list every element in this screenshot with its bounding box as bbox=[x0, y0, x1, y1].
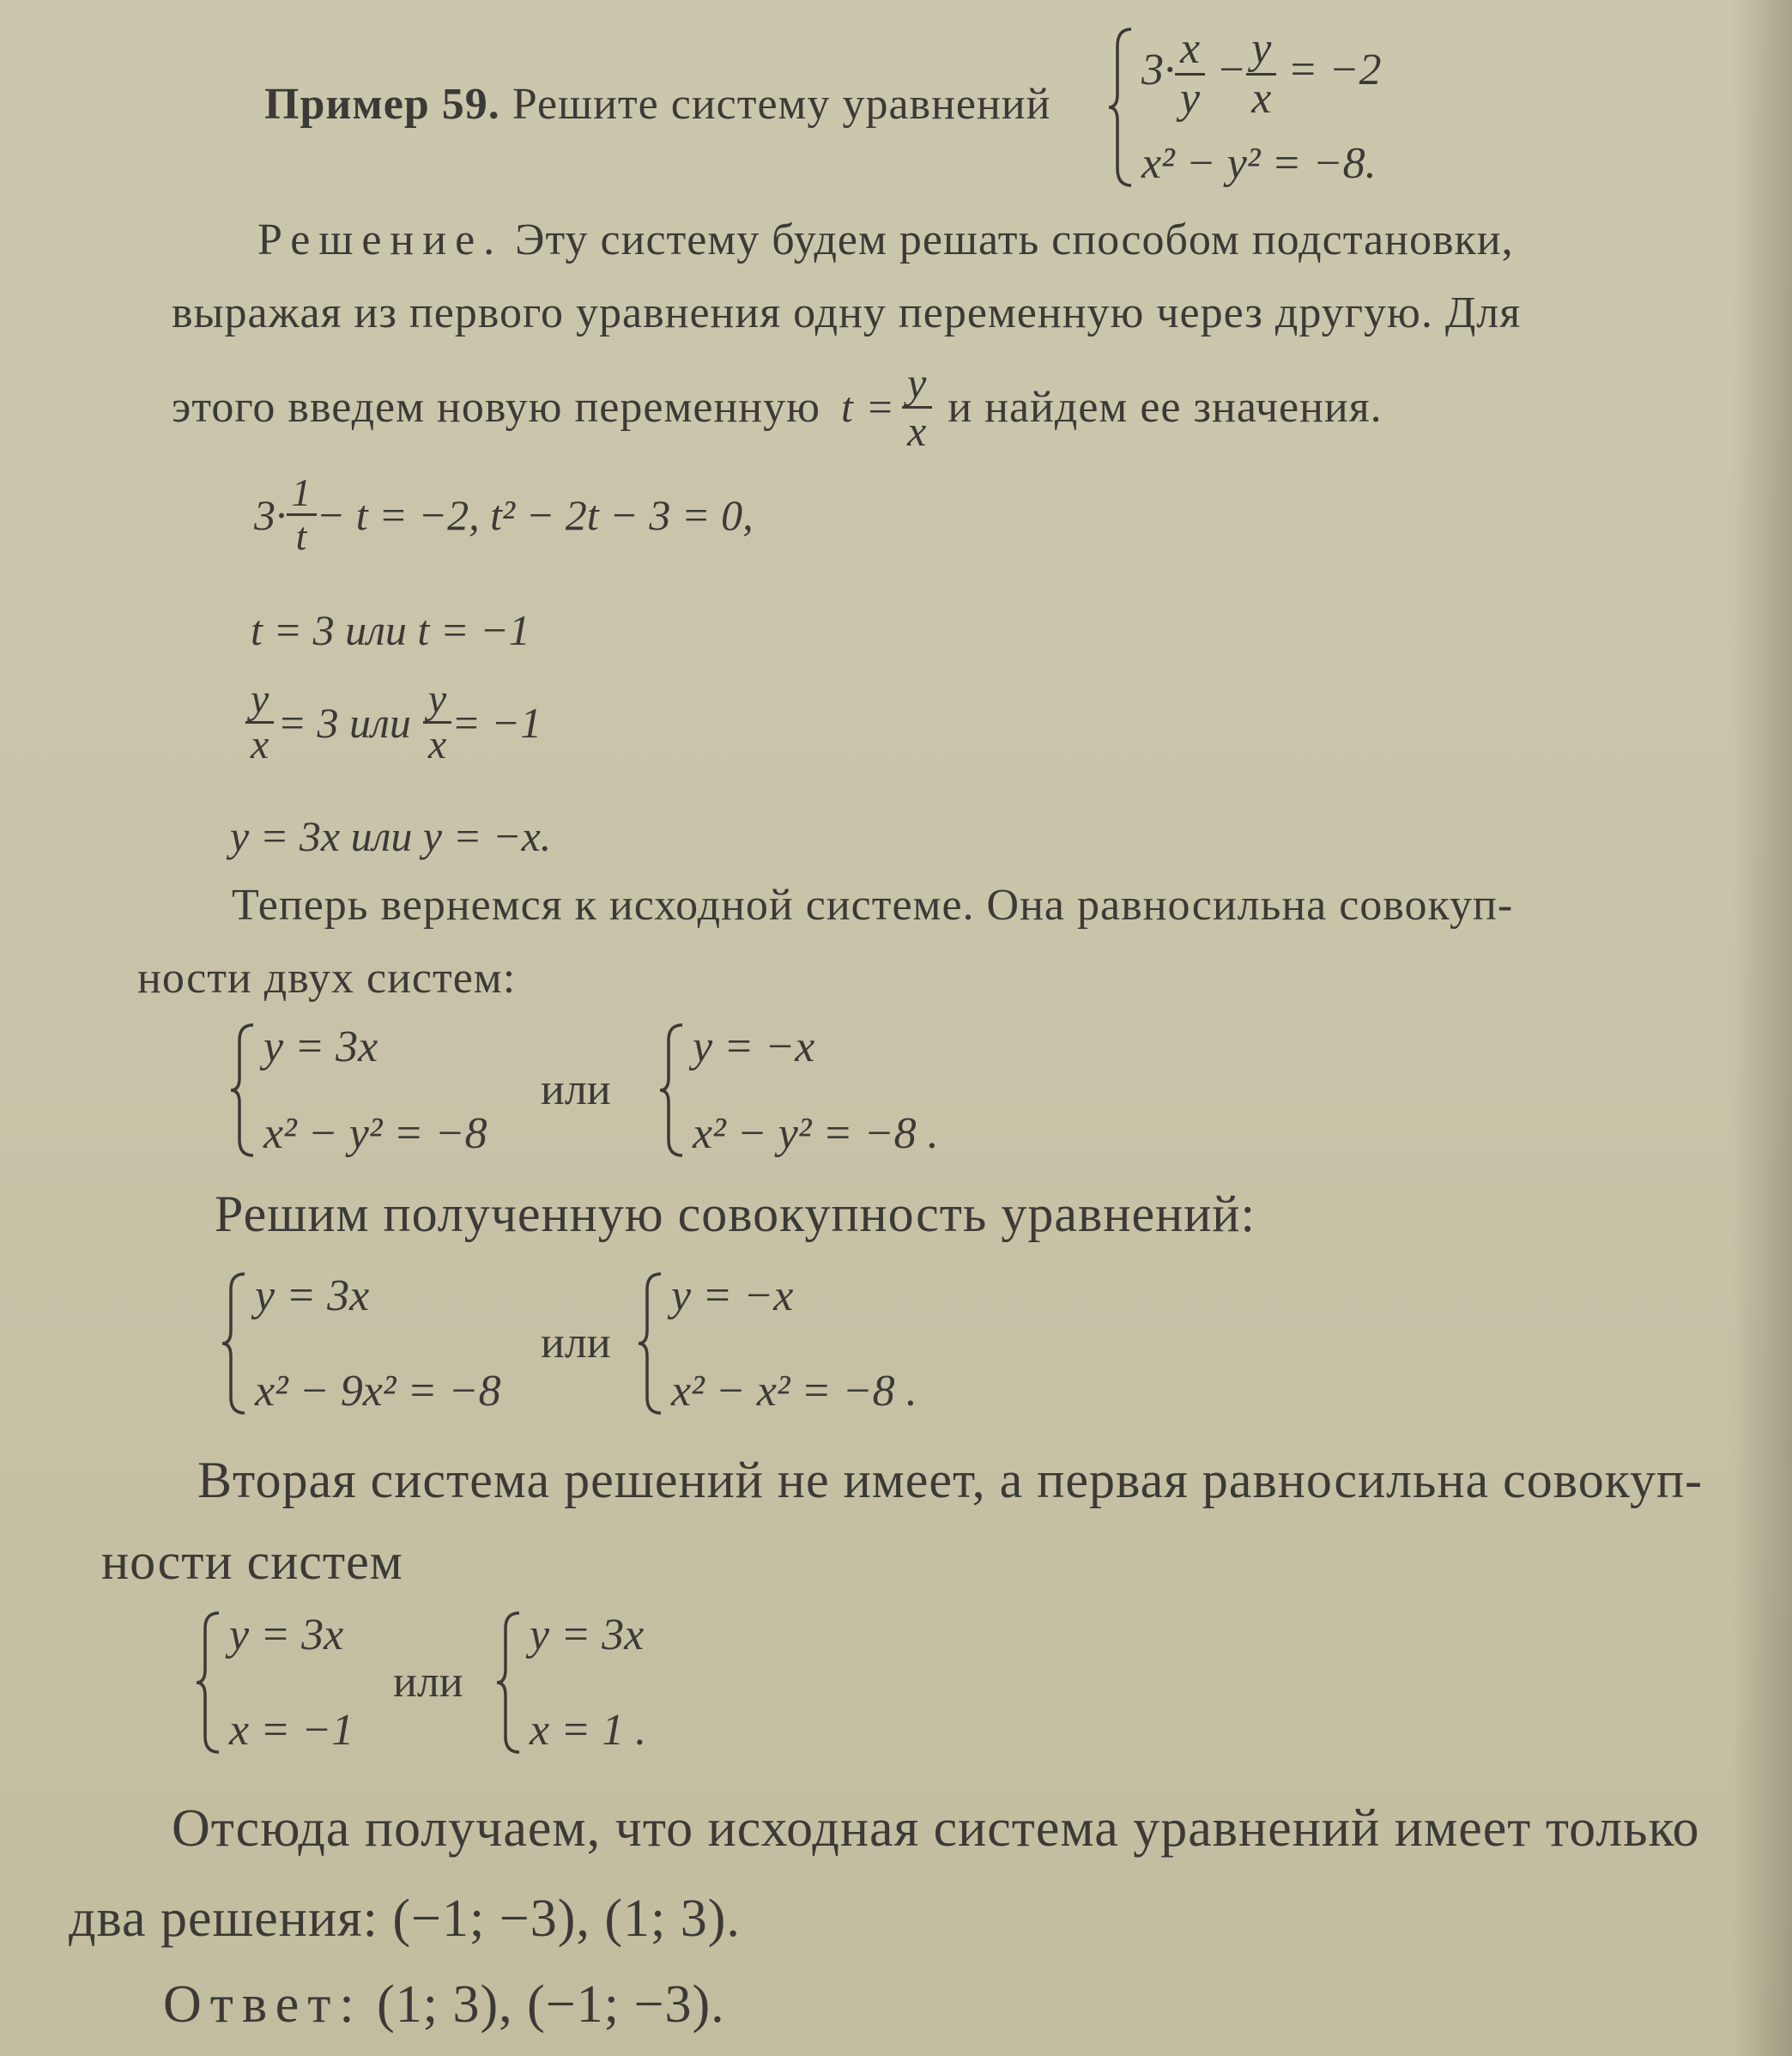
step-4: y = 3x или y = −x. bbox=[230, 812, 552, 860]
brace-icon bbox=[1105, 26, 1136, 189]
paragraph-2-line-1: Теперь вернемся к исходной системе. Она равносильна совокуп- bbox=[232, 881, 1514, 930]
paragraph-2-line-2: ности двух систем: bbox=[137, 954, 517, 1003]
solution-label: Решение. bbox=[257, 215, 504, 264]
brace-icon bbox=[493, 1610, 524, 1756]
paragraph-4-line-1: Вторая система решений не имеет, а первая равносильна совокуп- bbox=[197, 1452, 1704, 1508]
t-definition-fraction: $\frac{y}{x}$ bbox=[902, 361, 932, 453]
brace-icon bbox=[657, 1022, 687, 1159]
step-1: 3· $\frac{1}{t}$ − t = −2, t² − 2t − 3 = 0, bbox=[254, 470, 754, 559]
paragraph-5-line-2: два решения: (−1; −3), (1; 3). bbox=[69, 1889, 741, 1948]
page-edge-shadow bbox=[1732, 0, 1792, 2056]
header-eq1: 3· $\frac{x}{y}$ − $\frac{y}{x}$ = −2 bbox=[1141, 24, 1382, 123]
brace-icon bbox=[635, 1271, 666, 1416]
answer-value: (1; 3), (−1; −3). bbox=[377, 1975, 725, 2034]
example-instruction: Решите систему уравнений bbox=[512, 80, 1051, 129]
solution-paragraph-1-line-2: выражая из первого уравнения одну переменную через другую. Для bbox=[172, 288, 1522, 337]
step-3: $\frac{y}{x}$ = 3 или $\frac{y}{x}$ = −1 bbox=[245, 678, 542, 767]
paragraph-5-line-1: Отсюда получаем, что исходная система уравнений имеет только bbox=[172, 1799, 1700, 1858]
example-heading bbox=[264, 79, 1050, 130]
header-eq2: x² − y² = −8. bbox=[1141, 139, 1377, 188]
step-2: t = 3 или t = −1 bbox=[251, 606, 530, 654]
system-c2: y = 3x x = 1 . bbox=[493, 1610, 646, 1756]
system-a1: y = 3x x² − y² = −8 bbox=[227, 1022, 487, 1159]
or-label-c: или bbox=[393, 1658, 463, 1707]
example-title: Пример 59. bbox=[264, 80, 500, 129]
header-system bbox=[1105, 26, 1381, 189]
system-a2: y = −x x² − y² = −8 . bbox=[657, 1022, 939, 1159]
brace-icon bbox=[227, 1022, 258, 1159]
brace-icon bbox=[219, 1271, 250, 1416]
header-system-lines bbox=[1141, 26, 1381, 189]
system-b2: y = −x x² − x² = −8 . bbox=[635, 1271, 917, 1416]
paragraph-4-line-2: ности систем bbox=[101, 1533, 403, 1590]
system-c1: y = 3x x = −1 bbox=[193, 1610, 354, 1756]
solution-paragraph-1-line-1: Решение. Эту систему будем решать способом подстановки, bbox=[257, 215, 1514, 264]
brace-icon bbox=[193, 1610, 224, 1756]
system-b1: y = 3x x² − 9x² = −8 bbox=[219, 1271, 501, 1416]
paragraph-3: Решим полученную совокупность уравнений: bbox=[215, 1186, 1256, 1242]
solution-paragraph-1-line-3: этого введем новую переменную t = $\frac{y}{x}$ и найдем ее значения. bbox=[172, 359, 1383, 455]
answer-label: Ответ: bbox=[163, 1975, 363, 2034]
or-label-a: или bbox=[541, 1065, 611, 1114]
answer-line bbox=[163, 1974, 725, 2035]
or-label-b: или bbox=[541, 1319, 611, 1368]
